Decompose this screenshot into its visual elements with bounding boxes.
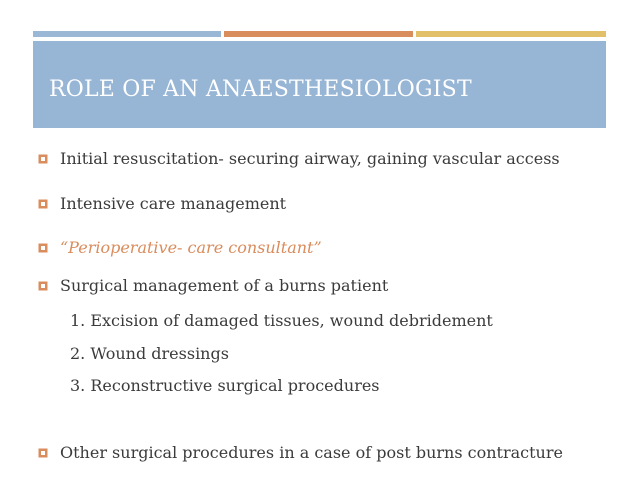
bullet-text: Intensive care management xyxy=(60,194,287,213)
bullet-text: Initial resuscitation- securing airway, gaining vascular access xyxy=(60,149,560,168)
top-accent-bar-blue xyxy=(33,31,221,37)
square-bullet-icon xyxy=(38,243,48,253)
square-bullet-icon xyxy=(38,154,48,164)
bullet-item-3 xyxy=(38,238,322,257)
slide-title: ROLE OF AN ANAESTHESIOLOGIST xyxy=(49,77,472,102)
top-accent-bar-gold xyxy=(416,31,606,37)
sub-item-2: 2. Wound dressings xyxy=(70,344,229,363)
bullet-item-1 xyxy=(38,149,560,168)
top-accent-bar-orange xyxy=(224,31,413,37)
bullet-text: Surgical management of a burns patient xyxy=(60,276,389,295)
bullet-text: Other surgical procedures in a case of post burns contracture xyxy=(60,443,563,462)
square-bullet-icon xyxy=(38,281,48,291)
title-band xyxy=(33,41,606,128)
sub-item-3: 3. Reconstructive surgical procedures xyxy=(70,376,380,395)
square-bullet-icon xyxy=(38,199,48,209)
square-bullet-icon xyxy=(38,448,48,458)
bullet-item-2 xyxy=(38,194,286,213)
sub-item-1: 1. Excision of damaged tissues, wound debridement xyxy=(70,311,493,330)
bullet-item-5 xyxy=(38,443,563,462)
bullet-text-emphasis: “Perioperative- care consultant” xyxy=(60,238,322,257)
bullet-item-4 xyxy=(38,276,388,295)
